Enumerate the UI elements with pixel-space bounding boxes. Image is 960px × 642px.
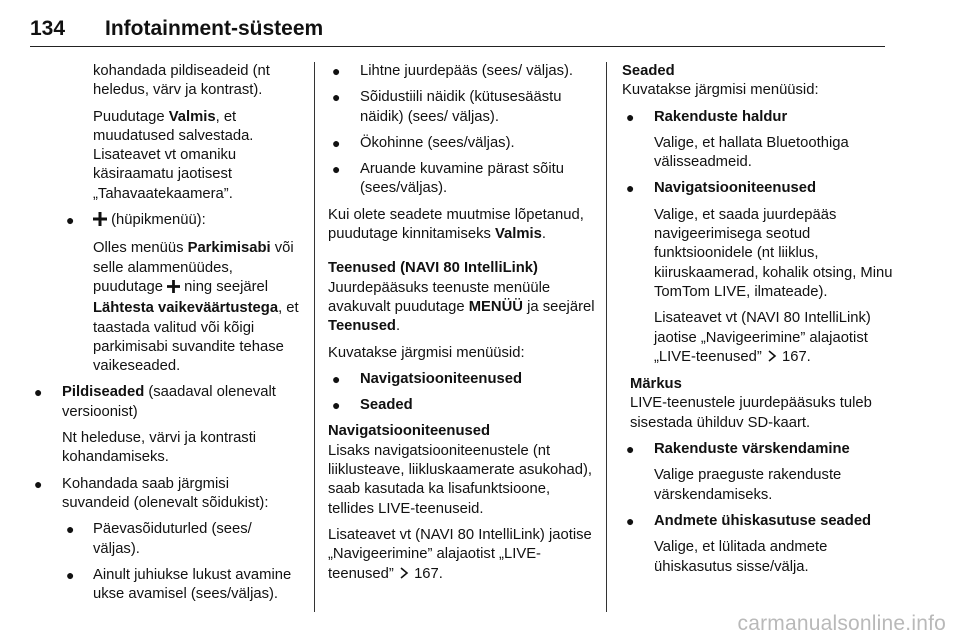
- paragraph: Valige, et saada juurdepääs navigeerimisega seotud funktsioonidele (nt liiklus, kiiruskaamerad, kohalik otsing, Minu TomTom LIVE, ilmateade).: [654, 206, 893, 300]
- paragraph: Olles menüüs Parkimisabi või selle alammenüüdes, puudutage ning seejärel Lähtesta vaikeväärtustega, et taastada valitud või kõigi parkimisabi suvandite tehase vaikeseaded.: [93, 240, 299, 375]
- paragraph: kohandada pildiseadeid (nt heledus, värv ja kontrast).: [93, 63, 270, 99]
- bullet: ●: [626, 512, 635, 529]
- bullet: ●: [626, 180, 635, 197]
- list-item: ● Rakenduste värskendamine: [622, 440, 902, 459]
- list-item: ● Sõidustiili näidik (kütusesäästu näidik) (sees/ väljas).: [332, 89, 562, 125]
- list-item: ● Lihtne juurdepääs (sees/ väljas).: [328, 62, 598, 81]
- page-reference-arrow-icon: [766, 349, 778, 368]
- paragraph: Lisateavet vt (NAVI 80 IntelliLink) jaotise „Navigeerimine” alajaotist „LIVE-teenused” 167.: [328, 526, 598, 585]
- column-3: [622, 62, 902, 584]
- page-number: 134: [30, 17, 66, 40]
- bullet: ●: [332, 89, 341, 106]
- column-divider: [606, 62, 607, 612]
- list-item: ● Seaded: [328, 396, 598, 415]
- paragraph: Kuvatakse järgmisi menüüsid:: [622, 82, 819, 99]
- watermark: carmanualsonline.info: [737, 612, 946, 635]
- column-2: [328, 62, 598, 592]
- list-item: ● Navigatsiooniteenused: [622, 179, 902, 198]
- paragraph: Juurdepääsuks teenuste menüüle avakuvalt puudutage MENÜÜ ja seejärel Teenused.: [328, 279, 595, 335]
- paragraph: Lisateavet vt (NAVI 80 IntelliLink) jaotise „Navigeerimine” alajaotist „LIVE-teenused” 167.: [622, 309, 902, 368]
- paragraph: Puudutage Valmis, et muudatused salvestada. Lisateavet vt omaniku käsiraamatu jaotisest „Tahavaatekaamera”.: [93, 108, 254, 202]
- section-heading: Seaded: [622, 63, 675, 79]
- plus-icon: [93, 212, 107, 232]
- list-item: ● Aruande kuvamine pärast sõitu (sees/väljas).: [332, 161, 564, 197]
- bullet: ●: [332, 370, 341, 387]
- plus-icon: [167, 280, 180, 299]
- section-heading: Teenused (NAVI 80 IntelliLink): [328, 260, 538, 277]
- bullet: ●: [626, 108, 635, 125]
- paragraph: Nt heleduse, värvi ja kontrasti kohandamiseks.: [62, 430, 257, 466]
- paragraph: Kui olete seadete muutmise lõpetanud, puudutage kinnitamiseks Valmis.: [328, 206, 584, 243]
- note-text: LIVE-teenustele juurdepääsuks tuleb sisestada ühilduv SD-kaart.: [630, 395, 872, 431]
- bullet: ●: [66, 566, 75, 583]
- column-divider: [314, 62, 315, 612]
- list-item: ● Ainult juhiukse lukust avamine ukse avamisel (sees/väljas).: [66, 566, 292, 603]
- list-item: ● Kohandada saab järgmisi suvandeid (olenevalt sõidukist):: [34, 475, 269, 511]
- note-heading: Märkus: [630, 376, 682, 393]
- bullet: ●: [66, 212, 75, 229]
- section-heading: Navigatsiooniteenused: [328, 423, 490, 440]
- list-item: ● Navigatsiooniteenused: [328, 370, 598, 389]
- paragraph: Valige praeguste rakenduste värskendamiseks.: [654, 467, 842, 503]
- column-1: [30, 62, 300, 611]
- page-title: Infotainment-süsteem: [105, 17, 324, 40]
- bullet: ●: [66, 521, 75, 538]
- list-item: ● Rakenduste haldur: [622, 108, 902, 127]
- list-item: ● Pildiseaded (saadaval olenevalt versioonist): [34, 384, 276, 420]
- list-item: [30, 211, 300, 232]
- bullet: ●: [332, 134, 341, 151]
- bullet: ●: [332, 397, 341, 414]
- bullet: ●: [332, 161, 341, 178]
- popup-label: (hüpikmenüü):: [111, 212, 206, 229]
- bullet: ●: [332, 63, 341, 79]
- list-item: ● Andmete ühiskasutuse seaded: [622, 512, 902, 531]
- paragraph: Kuvatakse järgmisi menüüsid:: [328, 344, 525, 361]
- bullet: ●: [626, 441, 635, 458]
- paragraph: Lisaks navigatsiooniteenustele (nt liiklusteave, liikluskaamerate asukohad), saab kasutada ka lisafunktsioone, tellides LIVE-teenuseid.: [328, 442, 593, 517]
- valmis-term: Valmis: [168, 108, 216, 125]
- list-item: ● Ökohinne (sees/väljas).: [328, 134, 598, 153]
- page-reference-arrow-icon: [398, 566, 410, 585]
- page-header: [30, 6, 885, 47]
- bullet: ●: [34, 475, 43, 492]
- paragraph: Valige, et hallata Bluetoothiga välisseadmeid.: [654, 134, 849, 171]
- paragraph: Valige, et lülitada andmete ühiskasutus sisse/välja.: [654, 539, 828, 575]
- list-item: ● Päevasõiduturled (sees/ väljas).: [66, 521, 252, 557]
- bullet: ●: [34, 384, 43, 401]
